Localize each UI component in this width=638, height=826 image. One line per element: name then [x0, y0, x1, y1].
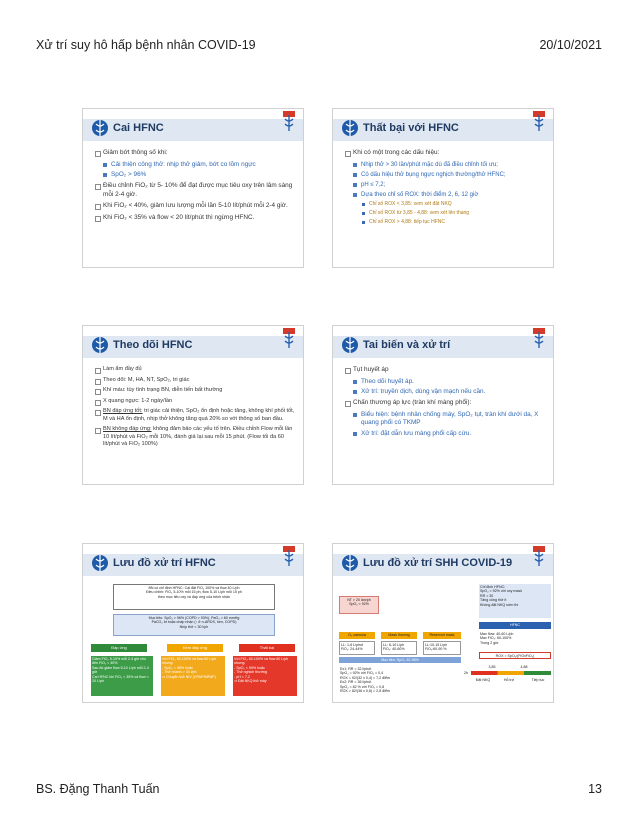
o2-cannula-label: O₂ cannula — [339, 632, 375, 639]
bullet — [95, 426, 295, 449]
hospital-logo-icon — [91, 550, 109, 576]
slide-title: Tai biến và xử trí — [363, 339, 451, 351]
hospital-logo-icon — [91, 332, 109, 358]
flow-start-box: BN có chỉ định HFNC: Cài đặt FiO₂ 100% và flow 40 L/ph Điều chỉnh: FiO₂ 5-10% mỗi 15 ph, flow 5-10 L/ph mỗi 15 ph theo mục tiêu oxy và đáp ứng của bệnh nhân — [113, 584, 275, 610]
bullet: Theo dõi: M, HA, NT, SpO₂, tri giác — [95, 377, 295, 385]
reservoir-label: Reservoir mask — [423, 632, 461, 639]
flow-fail-box: Với FiO₂ 60-100% và flow 60 L/ph nhưng: - SpO₂ < 90% hoặc - Thở nghịch thường - pH < 7,2 ⇒ Đặt NKQ thở máy — [233, 656, 297, 696]
slide-title: Cai HFNC — [113, 122, 164, 134]
slide-luu-do-hfnc — [82, 543, 304, 703]
slide-tai-bien — [332, 325, 554, 485]
hospital-logo-icon — [341, 332, 359, 358]
mask-thuong-label: Mask thường — [381, 632, 417, 639]
rox-scale-bar — [471, 671, 551, 675]
mask-text: LL: 6-10 L/ph FiO₂: 40-60% — [381, 641, 417, 655]
slide-body — [95, 366, 295, 452]
reservoir-text: LL:10-15 L/ph FiO₂:60-90 % — [423, 641, 461, 655]
bullet: Khi có một trong các dấu hiệu: — [345, 149, 545, 158]
medical-emblem-icon — [531, 546, 547, 568]
sub-bullet: Cải thiện công thở: nhịp thở giảm, bớt co lõm ngực — [95, 161, 295, 170]
slide-title: Theo dõi HFNC — [113, 339, 193, 351]
sub-bullet: Có dấu hiệu thở bụng ngực nghịch thường/thở HFNC; — [345, 171, 545, 179]
hospital-logo-icon — [91, 115, 109, 141]
rox-time: 2h — [464, 671, 468, 675]
hfnc-indication: Chỉ định HFNC: SpO₂ < 92% với oxy mask RR > 30 Tăng công thở ít Không đặt NKQ sớm thì — [479, 584, 551, 618]
slide-title: Lưu đồ xử trí HFNC — [113, 557, 216, 569]
bullet: Làm ẩm đầy đủ — [95, 366, 295, 374]
sub-bullet: SpO₂ > 96% — [95, 171, 295, 180]
sub-bullet: Biểu hiện: bệnh nhân chống máy, SpO₂ tụt, tràn khí dưới da, X quang phổi có TKMP — [345, 411, 545, 428]
hfnc-text: Max flow: 40-60 L/ph Max FiO₂: 60-100% Trong 2 giờ — [480, 632, 514, 645]
bullet-text: không đảm bảo các yếu tố trên. Điều chỉnh Flow mỗi lần 10 lít/phút và FiO₂ mỗi 10%, đánh giá lại sau mỗi 15 phút. (Flow tối đa 60 lít/phút và FiO₂ 100%) — [103, 426, 293, 448]
target-bar: Mục tiêu: SpO₂ 92-96% — [339, 657, 461, 663]
sub-bullet: pH ≤ 7,2; — [345, 181, 545, 189]
rox-label-3: Tiếp tục — [531, 678, 545, 682]
slide-body — [95, 149, 295, 225]
flow-fail-label: Thất bại — [239, 644, 295, 652]
slide-luu-do-shh — [332, 543, 554, 703]
header-title: Xử trí suy hô hấp bệnh nhân COVID-19 — [36, 38, 256, 52]
bullet-label: BN đáp ứng tốt: — [103, 408, 143, 415]
slide-title: Lưu đồ xử trí SHH COVID-19 — [363, 557, 513, 569]
sub-bullet: Xử trí: đặt dẫn lưu màng phổi cấp cứu. — [345, 430, 545, 439]
medical-emblem-icon — [531, 328, 547, 350]
page-number: 13 — [588, 782, 602, 796]
rox-label-1: Đặt NKQ — [475, 678, 491, 682]
slide-cai-hfnc — [82, 108, 304, 268]
slide-body — [345, 149, 545, 227]
slide-title-bar — [83, 336, 303, 358]
bullet: Giảm bớt thông số khi: — [95, 149, 295, 158]
sub-sub-bullet: Chỉ số ROX < 3,85: xem xét đặt NKQ — [345, 201, 545, 208]
hospital-logo-icon — [341, 550, 359, 576]
bullet: Khí máu: tùy tình trạng BN, diễn tiến bất thường — [95, 387, 295, 395]
entry-box: NT > 20 lần/ph SpO₂ < 92% — [339, 596, 379, 614]
rox-formula: ROX = SpO₂/(FiOxFiO₂) — [479, 652, 551, 659]
slide-title-bar — [83, 119, 303, 141]
medical-emblem-icon — [281, 546, 297, 568]
medical-emblem-icon — [531, 111, 547, 133]
bullet-label: BN không đáp ứng: — [103, 426, 152, 433]
rox-label-2: Hỗ trợ — [503, 678, 515, 682]
hfnc-label: HFNC — [479, 622, 551, 629]
slide-title-bar — [83, 554, 303, 576]
sub-bullet: Theo dõi huyết áp. — [345, 378, 545, 387]
sub-bullet: Nhịp thở > 30 lần/phút mặc dù đã điều chỉnh tối ưu; — [345, 161, 545, 169]
header-date: 20/10/2021 — [539, 38, 602, 52]
flow-good-box: Giảm FiO₂ 5-10% mỗi 2-4 giờ cho đến FiO₂ < 40% Sau đó giảm flow 5-10 L/ph mỗi 2-4 giờ Cai HFNC khi FiO₂ < 35% và flow < 20 L/ph — [91, 656, 153, 696]
flow-mid-box: Với FiO₂ 60-100% và flow 60 L/ph nhưng: - SpO₂ < 96% hoặc - Thở nhanh > 30 l/ph ⇒ Chuyển thở NIV (CPAP/BiPAP) — [161, 656, 225, 696]
sub-sub-bullet: Chỉ số ROX từ 3,85 - 4,88: xem xét lên thang — [345, 210, 545, 217]
bullet: Chấn thương áp lực (tràn khí màng phổi): — [345, 399, 545, 408]
rox-value-1: 3,85 — [488, 665, 496, 669]
slide-title-bar — [333, 336, 553, 358]
slide-body — [345, 366, 545, 440]
cannula-text: LL: 1-6 L/phút FiO₂: 24-44% — [339, 641, 375, 655]
slide-title: Thất bại với HFNC — [363, 122, 459, 134]
slide-that-bai-hfnc — [332, 108, 554, 268]
rox-example: Ex1: RR = 32 l/phút SpO₂ = 92% với FiO₂ = 0,4 ROX = 92/(32 x 0,4) = 7,2 điểm Ex2: RR = 36 l/phút SpO₂ = 82 % với FiO₂ = 0,8 ROX = 82/(36 x 0,8) = 2,8 điểm — [340, 667, 390, 694]
bullet: X quang ngực: 1-2 ngày/lần — [95, 398, 295, 406]
hospital-logo-icon — [341, 115, 359, 141]
sub-bullet: Dựa theo chỉ số ROX: thời điểm 2, 6, 12 giờ — [345, 191, 545, 199]
bullet: Khi FiO₂ < 40%, giảm lưu lượng mỗi lần 5-10 lít/phút mỗi 2-4 giờ. — [95, 202, 295, 211]
sub-bullet: Xử trí: truyền dịch, dùng vận mạch nếu cần. — [345, 388, 545, 397]
bullet: Tụt huyết áp — [345, 366, 545, 375]
rox-value-2: 4,88 — [520, 665, 528, 669]
bullet: Khi FiO₂ < 35% và flow < 20 lít/phút thì ngừng HFNC. — [95, 214, 295, 223]
medical-emblem-icon — [281, 328, 297, 350]
medical-emblem-icon — [281, 111, 297, 133]
slide-title-bar — [333, 554, 553, 576]
slide-title-bar — [333, 119, 553, 141]
footer-author: BS. Đặng Thanh Tuấn — [36, 782, 160, 796]
bullet — [95, 408, 295, 423]
flow-goal-box: Mục tiêu: SpO₂ > 96% (COPD > 93%), PaO₂ > 60 mmHg PaCO₂ bt hoặc chấp nhận (↑ ở n-ARDS, hen, COPD) Nhịp thở < 30 l/ph — [113, 614, 275, 636]
sub-sub-bullet: Chỉ số ROX > 4,88: tiếp tục HFNC — [345, 219, 545, 226]
flow-good-label: Đáp ứng — [91, 644, 147, 652]
bullet: Điều chỉnh FiO₂ từ 5- 10% để đạt được mục tiêu oxy trên lâm sàng mỗi 2-4 giờ. — [95, 182, 295, 199]
bullet-text: tri giác cải thiện, SpO₂ ổn định hoặc tăng, không khí phối tốt, M và HA ổn định, nhịp thở không tăng quá 20% so với thông số ban đầu. — [103, 408, 295, 422]
slide-theo-doi-hfnc — [82, 325, 304, 485]
flow-mid-label: Kém đáp ứng — [167, 644, 223, 652]
